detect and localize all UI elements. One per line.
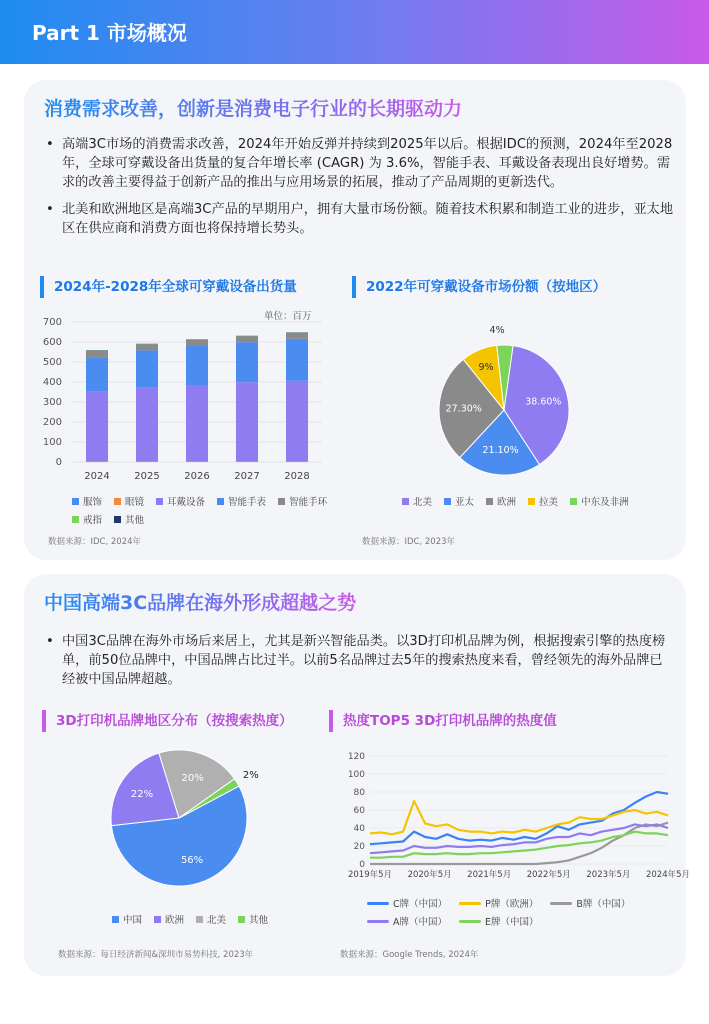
legend-swatch [238, 916, 245, 923]
legend-item [278, 494, 327, 508]
y-tick-label: 100 [42, 437, 62, 448]
legend-swatch [528, 498, 535, 505]
legend-label: 北美 [413, 497, 433, 508]
y-tick-label: 0 [359, 860, 365, 870]
legend-swatch [217, 498, 224, 505]
legend-label: 眼镜 [125, 497, 145, 508]
y-tick-label: 400 [42, 377, 62, 388]
x-tick-label: 2021年5月 [467, 870, 512, 880]
x-tick-label: 2024 [84, 471, 110, 482]
data-label: 4% [489, 325, 505, 337]
x-tick-label: 2027 [234, 471, 260, 482]
legend-item [156, 494, 205, 508]
legend-label: C牌（中国） [393, 899, 448, 910]
legend-label: 服饰 [83, 497, 103, 508]
legend-label: 其他 [249, 915, 269, 926]
y-tick-label: 100 [347, 770, 365, 780]
legend-item [367, 914, 447, 928]
legend-label: 中东及非洲 [581, 497, 629, 508]
bar-chart-shipments [32, 316, 332, 482]
legend-label: 亚太 [455, 497, 475, 508]
data-label: 22% [130, 788, 154, 800]
bullet-item: • 中国3C品牌在海外市场后来居上，尤其是新兴智能品类。以3D打印机品牌为例，根据搜索引擎的热度榜单，前50位品牌中，中国品牌占比过半。以前5名品牌过去5年的搜索热度来看，曾经领先的海外品牌已经被中国品牌超越。 [44, 632, 674, 689]
source-note: 数据来源：IDC, 2023年 [362, 537, 456, 547]
legend-swatch [550, 902, 572, 905]
legend-item [570, 494, 629, 508]
legend-label: 欧洲 [497, 497, 517, 508]
bar-chart-legend [72, 494, 342, 530]
series-line [370, 801, 668, 834]
legend-label: 智能手表 [228, 497, 267, 508]
y-tick-label: 20 [353, 842, 365, 852]
source-note: 数据来源：每日经济新闻&深圳市易势科技, 2023年 [58, 950, 254, 960]
pie-chart-region-share [419, 320, 589, 480]
legend-swatch [112, 916, 119, 923]
legend-item [196, 912, 226, 926]
legend-label: 戒指 [83, 515, 103, 526]
pie-chart-legend [402, 494, 662, 512]
x-tick-label: 2024年5月 [645, 870, 691, 880]
chart-unit-label: 单位：百万 [264, 311, 312, 322]
legend-label: 智能手环 [289, 497, 328, 508]
legend-swatch [196, 916, 203, 923]
bar-segment [286, 339, 308, 381]
chart-title-shipments: 2024年-2028年全球可穿戴设备出货量 [40, 276, 297, 298]
legend-swatch [402, 498, 409, 505]
data-label: 21.10% [482, 445, 519, 457]
source-note: 数据来源：Google Trends, 2024年 [340, 950, 479, 960]
x-tick-label: 2020年5月 [407, 870, 452, 880]
legend-item [367, 896, 447, 910]
y-tick-label: 120 [347, 752, 365, 762]
y-tick-label: 700 [42, 317, 62, 328]
bar-segment [186, 385, 208, 461]
legend-swatch [367, 920, 389, 923]
section-title: 中国高端3C品牌在海外形成超越之势 [44, 588, 356, 615]
bar-segment [86, 357, 108, 391]
data-label: 20% [181, 773, 204, 785]
data-label: 9% [478, 361, 494, 373]
legend-label: 欧洲 [165, 915, 185, 926]
legend-label: A牌（中国） [393, 917, 447, 928]
bar-segment [236, 342, 258, 382]
data-label: 2% [242, 770, 259, 782]
legend-swatch [367, 902, 389, 905]
legend-label: E牌（中国） [485, 917, 539, 928]
chart-title-brand-distribution: 3D打印机品牌地区分布（按搜索热度） [42, 710, 293, 732]
legend-label: 其他 [125, 515, 145, 526]
legend-swatch [459, 902, 481, 905]
legend-label: B牌（中国） [576, 899, 631, 910]
legend-label: 北美 [207, 915, 227, 926]
bar-segment [236, 382, 258, 461]
bullet-list [44, 632, 674, 697]
legend-item [114, 494, 144, 508]
chart-title-market-share: 2022年可穿戴设备市场份额（按地区） [352, 276, 606, 298]
page-header [0, 0, 709, 64]
legend-swatch [72, 516, 79, 523]
legend-item [528, 494, 558, 508]
bar-segment [136, 344, 158, 350]
line-chart-brand-heat [334, 746, 691, 882]
bullet-item: • 高端3C市场的消费需求改善，2024年开始反弹并持续到2025年以后。根据IDC的预测，2024年至2028年，全球可穿戴设备出货量的复合年增长率 (CAGR) 为 3.6%，智能手表、耳戴设备表现出良好增势。需求的改善主要得益于创新产品的推出与应用场景的拓展，推动了产品周期的更新迭代。 [44, 135, 674, 192]
section-card-market-demand [24, 80, 686, 560]
data-label: 56% [180, 855, 204, 867]
legend-label: 中国 [123, 915, 143, 926]
bar-segment [86, 351, 108, 358]
legend-item [72, 512, 102, 526]
bar-segment [186, 346, 208, 385]
bullet-list [44, 135, 674, 246]
y-tick-label: 500 [42, 357, 62, 368]
section-card-chinese-brands [24, 574, 691, 976]
bar-segment [186, 340, 208, 346]
legend-swatch [444, 498, 451, 505]
legend-swatch [154, 916, 161, 923]
x-tick-label: 2028 [284, 471, 310, 482]
legend-item [444, 494, 474, 508]
legend-item [486, 494, 516, 508]
legend-swatch [278, 498, 285, 505]
y-tick-label: 0 [55, 457, 62, 468]
legend-item [154, 912, 184, 926]
bar-segment [286, 381, 308, 462]
legend-item [402, 494, 432, 508]
legend-swatch [459, 920, 481, 923]
y-tick-label: 40 [353, 824, 365, 834]
data-label: 38.60% [525, 396, 562, 408]
legend-swatch [114, 516, 121, 523]
bar-segment [236, 336, 258, 342]
legend-item [217, 494, 266, 508]
y-tick-label: 80 [353, 788, 365, 798]
x-tick-label: 2022年5月 [526, 870, 571, 880]
y-tick-label: 60 [353, 806, 365, 816]
legend-swatch [570, 498, 577, 505]
legend-label: 耳戴设备 [167, 497, 206, 508]
y-tick-label: 200 [42, 417, 62, 428]
bullet-item: • 北美和欧洲地区是高端3C产品的早期用户，拥有大量市场份额。随着技术积累和制造工业的进步，亚太地区在供应商和消费方面也将保持增长势头。 [44, 200, 674, 238]
bar-segment [136, 387, 158, 461]
series-line [370, 832, 668, 858]
y-tick-label: 300 [42, 397, 62, 408]
x-tick-label: 2025 [134, 471, 160, 482]
legend-item [238, 912, 268, 926]
legend-item [114, 512, 144, 526]
bar-segment [286, 333, 308, 339]
pie-chart-brand-distribution [94, 750, 294, 900]
section-title: 消费需求改善，创新是消费电子行业的长期驱动力 [44, 94, 462, 121]
bar-segment [86, 391, 108, 461]
x-tick-label: 2023年5月 [586, 870, 631, 880]
legend-swatch [114, 498, 121, 505]
legend-swatch [72, 498, 79, 505]
y-tick-label: 600 [42, 337, 62, 348]
pie-chart-legend [112, 912, 312, 930]
data-label: 27.30% [445, 403, 482, 415]
legend-item [550, 896, 630, 910]
line-chart-legend [367, 896, 667, 932]
legend-label: 拉美 [539, 497, 559, 508]
legend-label: P牌（欧洲） [485, 899, 539, 910]
bar-segment [136, 350, 158, 387]
legend-item [459, 914, 539, 928]
x-tick-label: 2019年5月 [347, 870, 393, 880]
legend-item [459, 896, 538, 910]
legend-item [72, 494, 102, 508]
chart-title-brand-heat: 热度TOP5 3D打印机品牌的热度值 [329, 710, 557, 732]
legend-swatch [156, 498, 163, 505]
legend-swatch [486, 498, 493, 505]
legend-item [112, 912, 142, 926]
source-note: 数据来源：IDC, 2024年 [48, 537, 142, 547]
x-tick-label: 2026 [184, 471, 210, 482]
page-title: Part 1 市场概况 [32, 21, 187, 45]
